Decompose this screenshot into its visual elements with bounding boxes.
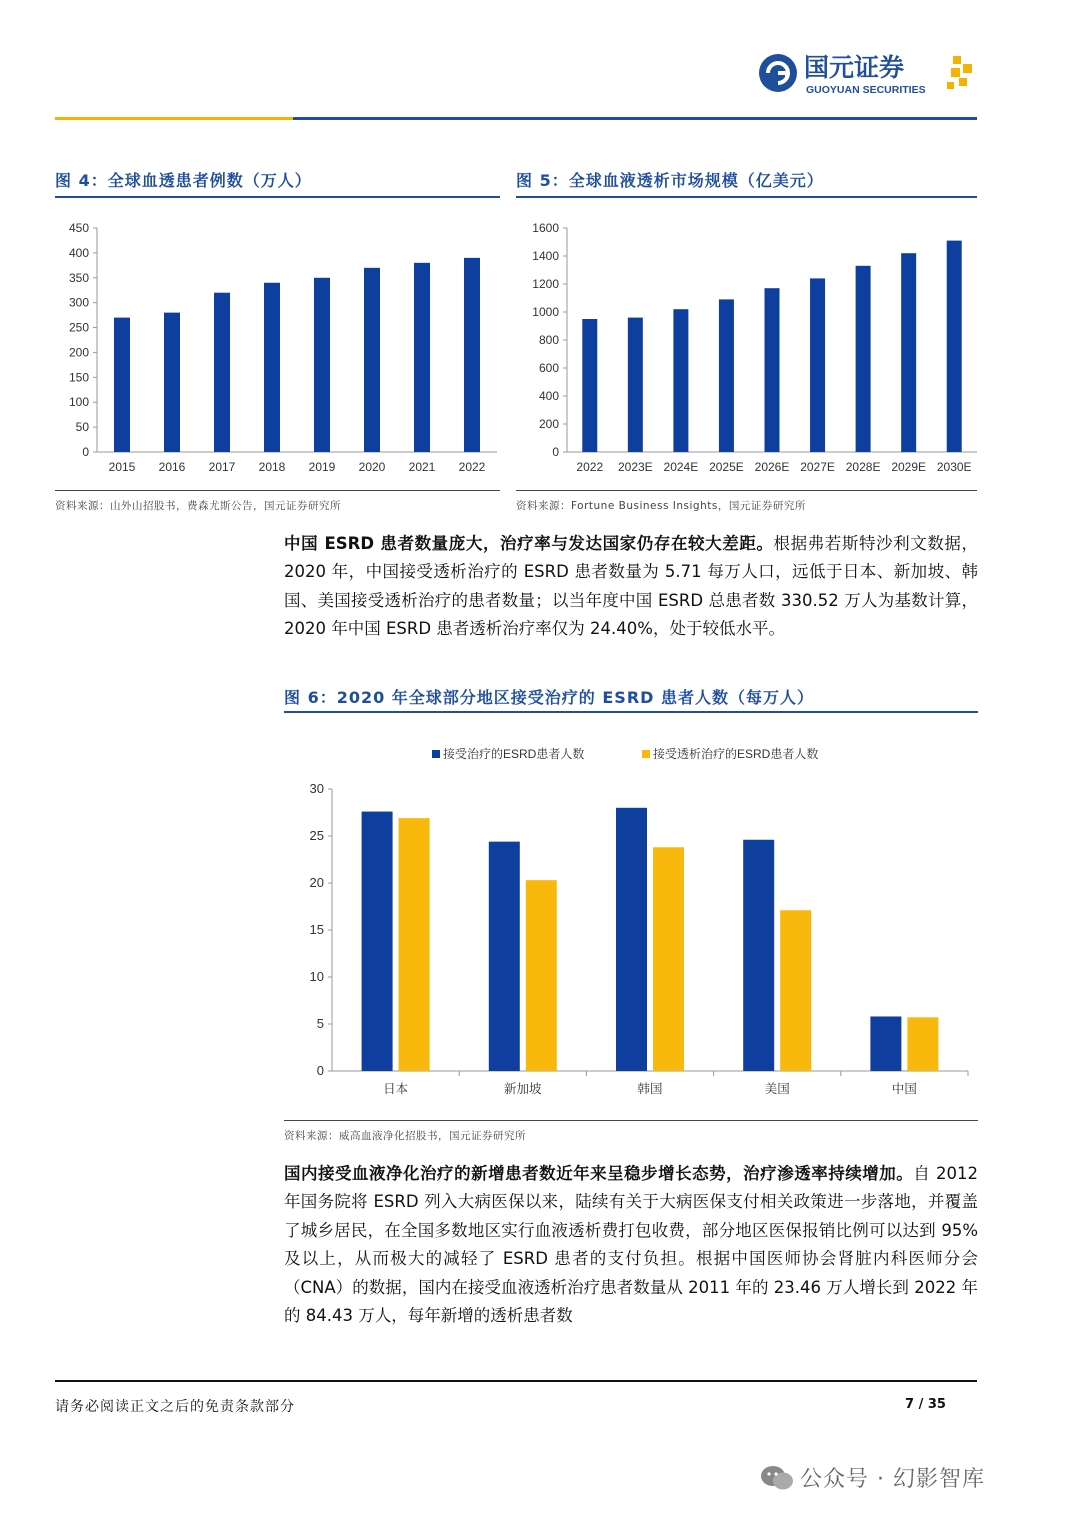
bar-series1-2025E bbox=[719, 299, 734, 452]
y-tick-label: 25 bbox=[309, 828, 324, 843]
watermark-text: 公众号 · 幻影智库 bbox=[800, 1467, 985, 1492]
fig4-title: 图 4：全球血透患者例数（万人） bbox=[55, 171, 312, 190]
y-tick-label: 1600 bbox=[532, 221, 559, 235]
y-tick-label: 20 bbox=[309, 875, 324, 890]
y-tick-label: 0 bbox=[552, 445, 559, 459]
bar-series1-日本 bbox=[362, 812, 393, 1071]
fig4-chart bbox=[55, 200, 500, 485]
x-tick-label: 2029E bbox=[891, 460, 927, 474]
footer-rule bbox=[55, 1380, 977, 1382]
y-tick-label: 1200 bbox=[532, 277, 559, 291]
bar-series1-中国 bbox=[870, 1016, 901, 1071]
legend-swatch-1 bbox=[432, 750, 440, 758]
bar-series1-2020 bbox=[364, 268, 380, 452]
x-tick-label: 2015 bbox=[108, 460, 136, 474]
y-tick-label: 400 bbox=[538, 389, 559, 403]
bar-series1-韩国 bbox=[616, 808, 647, 1071]
bar-series1-2026E bbox=[765, 288, 780, 452]
y-tick-label: 1000 bbox=[532, 305, 559, 319]
x-tick-label: 2030E bbox=[936, 460, 972, 474]
y-tick-label: 200 bbox=[68, 345, 89, 360]
fig5-title: 图 5：全球血液透析市场规模（亿美元） bbox=[516, 171, 824, 190]
paragraph-new-patients bbox=[284, 1160, 978, 1330]
y-tick-label: 200 bbox=[538, 417, 559, 431]
y-tick-label: 100 bbox=[68, 395, 89, 410]
bar-series1-美国 bbox=[743, 840, 774, 1071]
fig5-rule bbox=[516, 196, 977, 198]
fig4-rule bbox=[55, 196, 500, 198]
y-tick-label: 300 bbox=[68, 295, 89, 310]
x-tick-label: 2019 bbox=[308, 460, 336, 474]
x-tick-label: 美国 bbox=[764, 1082, 790, 1096]
bar-series1-2021 bbox=[414, 263, 430, 452]
paragraph1-lead: 中国 ESRD 患者数量庞大，治疗率与发达国家仍存在较大差距。 bbox=[284, 534, 774, 553]
legend-label-2: 接受透析治疗的ESRD患者人数 bbox=[653, 747, 819, 761]
y-tick-label: 400 bbox=[68, 245, 89, 260]
y-tick-label: 0 bbox=[316, 1063, 324, 1078]
bar-series1-新加坡 bbox=[489, 842, 520, 1071]
x-tick-label: 2018 bbox=[258, 460, 286, 474]
bar-series2-日本 bbox=[399, 818, 430, 1071]
paragraph2-body: 自 2012 年国务院将 ESRD 列入大病医保以来，陆续有关于大病医保支付相关政策进一步落地，并覆盖了城乡居民，在全国多数地区实行血液透析费打包收费，部分地区医保报销比例可以达到 95%及以上，从而极大的减轻了 ESRD 患者的支付负担。根据中国医师协会肾脏内科医师分会（CNA）的数据，国内在接受血液透析治疗患者数量从 2011 年的 23.46 万人增长到 2022 年的 84.43 万人，每年新增的透析患者数 bbox=[284, 1164, 978, 1326]
legend-label-1: 接受治疗的ESRD患者人数 bbox=[443, 747, 585, 761]
fig5-chart bbox=[516, 200, 977, 485]
paragraph2-lead: 国内接受血液净化治疗的新增患者数近年来呈稳步增长态势，治疗渗透率持续增加。 bbox=[284, 1164, 914, 1183]
bar-series1-2016 bbox=[164, 313, 180, 452]
bar-series2-新加坡 bbox=[526, 880, 557, 1071]
y-tick-label: 50 bbox=[75, 420, 89, 435]
y-tick-label: 800 bbox=[538, 333, 559, 347]
paragraph-esrd-gap bbox=[284, 530, 978, 644]
y-tick-label: 30 bbox=[309, 781, 324, 796]
header-rule-accent bbox=[55, 117, 293, 120]
bar-series1-2028E bbox=[856, 266, 871, 452]
x-tick-label: 2024E bbox=[663, 460, 699, 474]
x-tick-label: 2020 bbox=[358, 460, 386, 474]
fig6-title: 图 6：2020 年全球部分地区接受治疗的 ESRD 患者人数（每万人） bbox=[284, 688, 815, 707]
x-tick-label: 中国 bbox=[891, 1082, 917, 1096]
y-tick-label: 1400 bbox=[532, 249, 559, 263]
x-tick-label: 2026E bbox=[754, 460, 790, 474]
bar-series1-2024E bbox=[673, 309, 688, 452]
y-tick-label: 450 bbox=[68, 221, 89, 235]
x-tick-label: 2023E bbox=[617, 460, 653, 474]
y-tick-label: 600 bbox=[538, 361, 559, 375]
bar-series1-2018 bbox=[264, 283, 280, 452]
footer-disclaimer: 请务必阅读正文之后的免责条款部分 bbox=[55, 1399, 295, 1415]
y-tick-label: 350 bbox=[68, 270, 89, 285]
bar-series1-2023E bbox=[628, 318, 643, 452]
fig6-chart bbox=[284, 720, 978, 1115]
brand-cn: 国元证券 bbox=[804, 54, 905, 82]
y-tick-label: 15 bbox=[309, 922, 324, 937]
y-tick-label: 10 bbox=[309, 969, 324, 984]
y-tick-label: 250 bbox=[68, 320, 89, 335]
guoyuan-logo bbox=[756, 48, 981, 98]
fig5-source: 资料来源：Fortune Business Insights，国元证券研究所 bbox=[516, 500, 806, 512]
x-tick-label: 2022 bbox=[576, 460, 604, 474]
bar-series2-美国 bbox=[780, 910, 811, 1071]
wechat-icon bbox=[760, 1465, 794, 1491]
x-tick-label: 2017 bbox=[208, 460, 236, 474]
bar-series2-韩国 bbox=[653, 847, 684, 1071]
page-number: 7 / 35 bbox=[905, 1397, 946, 1412]
fig6-rule bbox=[284, 711, 978, 713]
y-tick-label: 150 bbox=[68, 370, 89, 385]
x-tick-label: 2022 bbox=[458, 460, 486, 474]
bar-series1-2019 bbox=[314, 278, 330, 452]
bar-series1-2017 bbox=[214, 293, 230, 452]
legend-swatch-2 bbox=[642, 750, 650, 758]
x-tick-label: 2021 bbox=[408, 460, 436, 474]
brand-en: GUOYUAN SECURITIES bbox=[806, 84, 926, 96]
x-tick-label: 2025E bbox=[709, 460, 744, 474]
fig6-source: 资料来源：威高血液净化招股书，国元证券研究所 bbox=[284, 1130, 526, 1142]
bar-series1-2030E bbox=[947, 241, 962, 452]
x-tick-label: 2028E bbox=[845, 460, 881, 474]
bar-series1-2027E bbox=[810, 278, 825, 452]
bar-series1-2029E bbox=[901, 253, 916, 452]
y-tick-label: 5 bbox=[316, 1016, 324, 1031]
bar-series1-2022 bbox=[582, 319, 597, 452]
bar-series1-2022 bbox=[464, 258, 480, 452]
x-tick-label: 韩国 bbox=[637, 1082, 663, 1096]
x-tick-label: 2027E bbox=[800, 460, 835, 474]
bar-series2-中国 bbox=[907, 1017, 938, 1071]
paragraph1-body: 根据弗若斯特沙利文数据，2020 年，中国接受透析治疗的 ESRD 患者数量为 5.71 每万人口，远低于日本、新加坡、韩国、美国接受透析治疗的患者数量；以当年度中国 ESRD 总患者数 330.52 万人为基数计算，2020 年中国 ESRD 患者透析治疗率仅为 24.40%，处于较低水平。 bbox=[284, 534, 978, 639]
watermark bbox=[760, 1462, 985, 1493]
x-tick-label: 日本 bbox=[383, 1082, 409, 1096]
fig6-bottom-rule bbox=[284, 1120, 978, 1121]
x-tick-label: 2016 bbox=[158, 460, 186, 474]
bar-series1-2015 bbox=[114, 318, 130, 452]
y-tick-label: 0 bbox=[82, 445, 89, 459]
fig4-bottom-rule bbox=[55, 490, 500, 491]
fig4-source: 资料来源：山外山招股书，费森尤斯公告，国元证券研究所 bbox=[55, 500, 341, 512]
fig5-bottom-rule bbox=[516, 490, 977, 491]
x-tick-label: 新加坡 bbox=[504, 1082, 542, 1096]
